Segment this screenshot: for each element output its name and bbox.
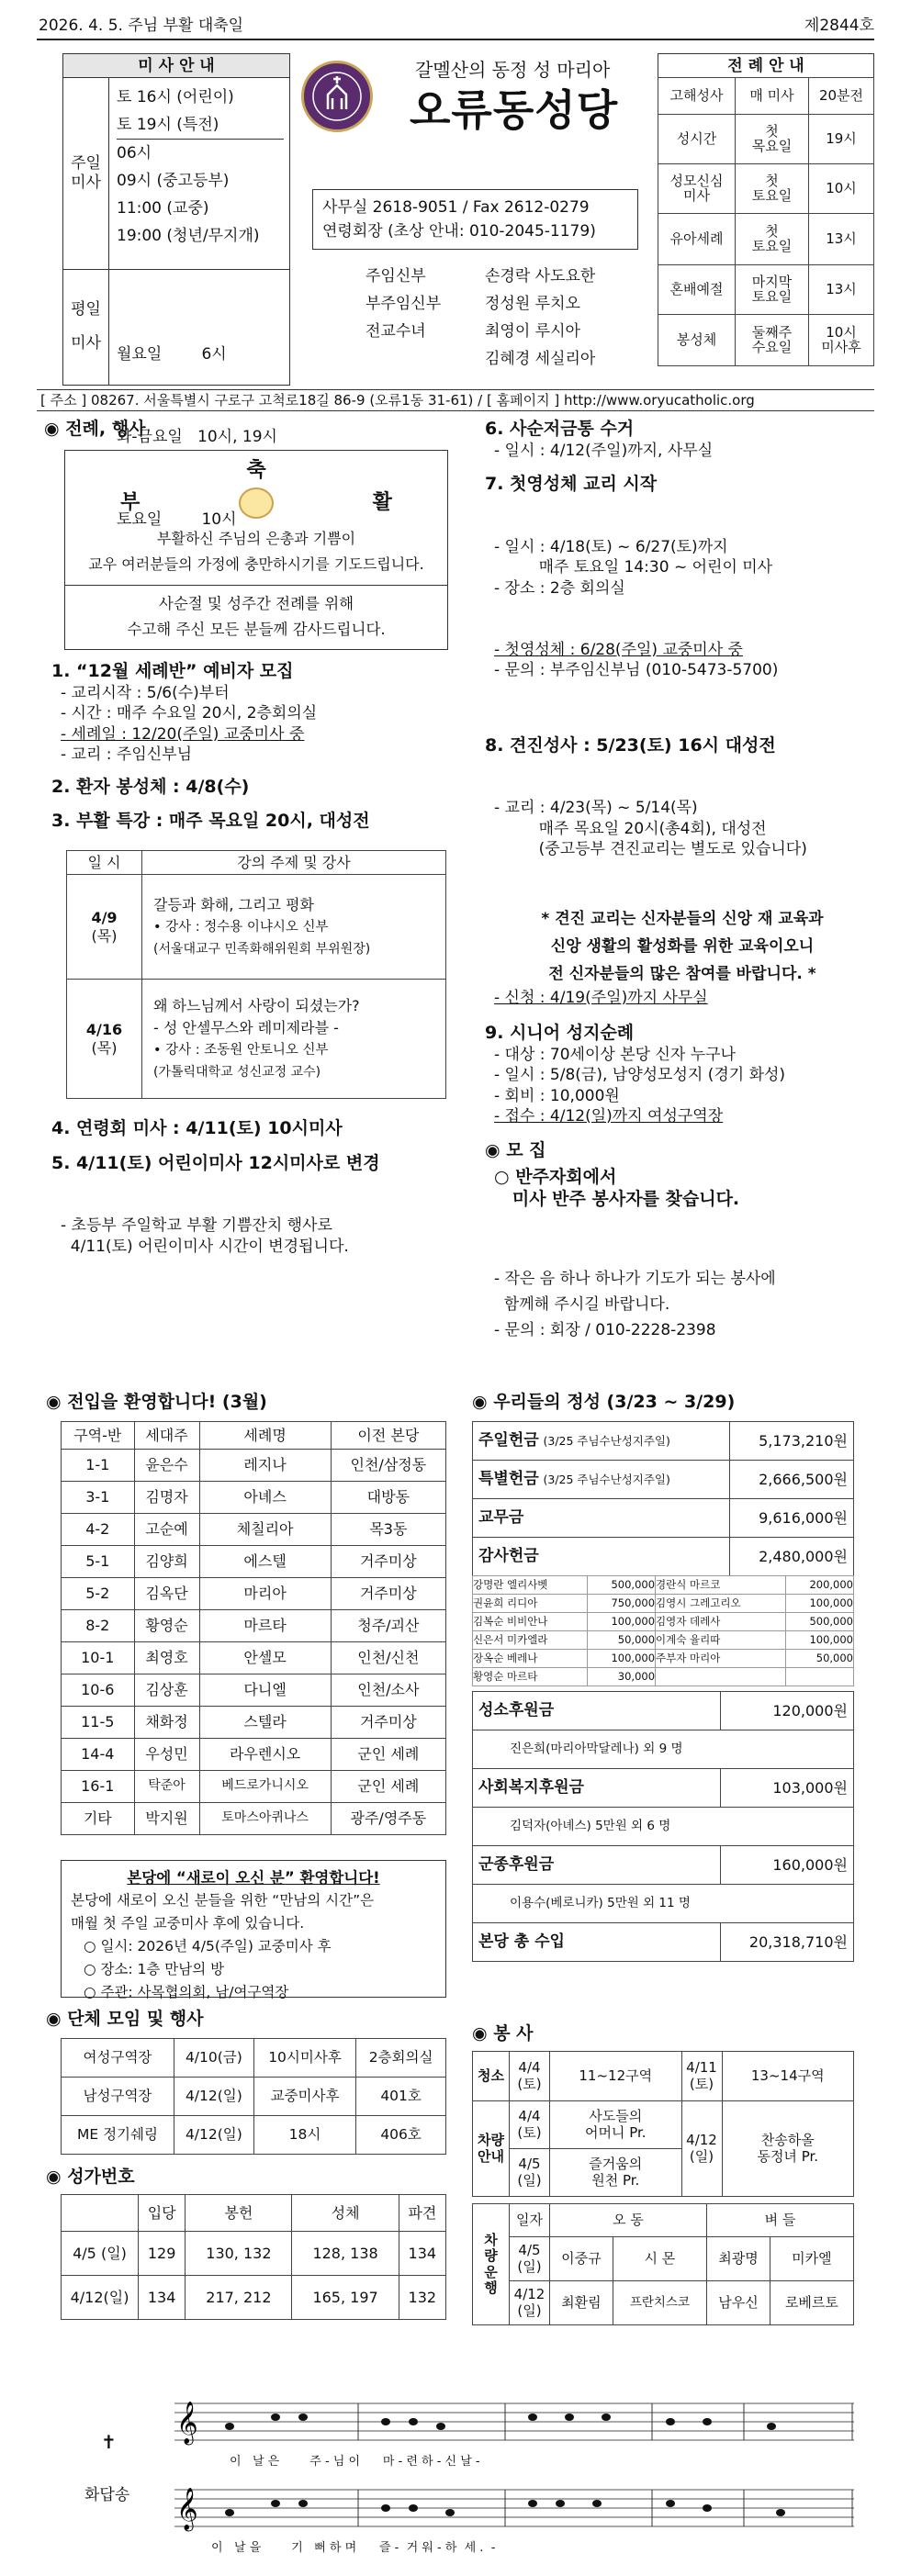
right-items: 6. 사순저금통 수거 - 일시 : 4/12(주일)까지, 사무실 7. 첫영성체 교리 시작 - 일시 : 4/18(토) ~ 6/27(토)까지 매주 토요일 14:30 ~ 어린이 미사 - 장소 : 2층 회의실 - 첫영성체 : 6/28(주일) 교중미사 중 - 문의 : 부주임신부님 (010-5473-5700) 8. 견진성사 : 5/23(토) 16시 대성전 - 교리 : 4/23(목) ~ 5/14(목) 매주 목요일 20시(총4회), 대성전 (중고등부 견진교리는 별도로 있습니다) * 견진 교리는 신자분들의 신앙 재 교육과 신앙 생활의 활성화를 위한 교육이오니 전 신자분들의 많은 참여를 바랍니다. * - 신청 : 4/19(주일)까지 사무실 9. 시니어 성지순례 - 대상 : 70세이상 본당 신자 누구나 - 일시 : 5/8(금), 남양성모성지 (경기 화성) - 회비 : 10,000원 - 접수 : 4/12(일)까지 여성구역장 ◉ 모 집 ○ 반주자회에서 미사 반주 봉사자를 찾습니다. - 작은 음 하나 하나가 기도가 되는 봉사에 함께해 주시길 바랍니다. - 문의 : 회장 / 010-2228-2398	[485, 419, 824, 1339]
sunday-times: 토 16시 (어린이) 토 19시 (특전) 06시 09시 (중고등부) 11:00 (교중) 19:00 (청년/무지개)	[117, 84, 284, 250]
easter-greeting: 축 부 활 부활하신 주님의 은총과 기쁨이 교우 여러분들의 가정에 충만하시기를 기도드립니다. 사순절 및 성주간 전례를 위해 수고해 주신 모든 분들께 감사드립니다.	[64, 450, 448, 650]
psalm-lyric-2: 이 날 을 기 뻐 하 며 즐 - 거 워 - 하 세 . -	[211, 2541, 496, 2555]
hymn-table: 입당 봉헌 성체 파견 4/5 (일) 129 130, 132 128, 138 134 4/12(일) 134 217, 212 165, 197 132	[61, 2194, 446, 2320]
issue-number: 제2844호	[804, 17, 874, 35]
svg-text:𝄞: 𝄞	[176, 2488, 198, 2530]
liturgy-table: 고해성사 매 미사 20분전 성시간 첫 목요일 19시 성모신심 미사 첫 토요일 10시 유아세례 첫 토요일 13시 혼배예절 마지막 토요일 13시 봉성체 둘째주 수요일 10시 미사후	[658, 77, 874, 366]
sunday-label: 주일 미사	[63, 78, 109, 269]
welcome-title: ◉ 전입을 환영합니다! (3월)	[46, 1392, 267, 1412]
funeral-contact: 연령회장 (초상 안내: 010-2045-1179)	[322, 222, 596, 241]
groups-title: ◉ 단체 모임 및 행사	[46, 2009, 204, 2029]
psalm-staff-2	[174, 2481, 854, 2536]
driving-table: 차 량 운 행 일자 오 동 벼 들 4/5 (일) 이중규 시 몬 최광명 미카엘 4/12 (일) 최환림 프란치스코 남우신 로베르토	[472, 2203, 854, 2325]
service-table: 청소 4/4 (토) 11~12구역 4/11 (토) 13~14구역 차량 안내 4/4 (토) 사도들의 어머니 Pr. 4/12 (일) 찬송하올 동정녀 Pr. 4/5 (일) 즐거움의 원천 Pr.	[472, 2051, 854, 2197]
parish-logo	[301, 61, 373, 132]
welcome-notice: 본당에 “새로이 오신 분” 환영합니다! 본당에 새로이 오신 분들을 위한 “만남의 시간”은 매월 첫 주일 교중미사 후에 있습니다. ○ 일시: 2026년 4/5(주일) 교중미사 후 ○ 장소: 1층 만남의 방 ○ 주관: 사목협의회, 남/여구역장	[61, 1860, 446, 1998]
liturgy-title: 전 례 안 내	[658, 53, 874, 77]
section-liturgy: ◉ 전례, 행사	[44, 419, 146, 439]
welcome-table: 구역-반 세대주 세례명 이전 본당 1-1 윤은수 레지나 인천/삼정동 3-1 김명자 아녜스 대방동 4-2 고순예 체칠리아 목3동 5-1 김양희 에스텔 거주미상 5-2 김옥단 마리아 거주미상 8-2 황영순 마르타 청주/괴산 10-1 최영호 안셀모 인천/신천 10-6 김상훈 다니엘 인천/소사 11-5 채화정 스텔라 거주미상 14-4 우성민 라우렌시오 군인 세례 16-1 탁준아 베드로가니시오 군인 세례 기타 박지원 토마스아퀴나스 광주/영주동	[61, 1421, 446, 1835]
mass-title: 미 사 안 내	[63, 54, 289, 78]
lecture-table: 일 시 강의 주제 및 강사 4/9 (목) 갈등과 화해, 그리고 평화 • 강사 : 정수용 이냐시오 신부 (서울대교구 민족화해위원회 부위원장) 4/16 (목) 왜 하느님께서 사랑이 되셨는가? - 성 안셀무스와 레미제라블 - • 강사 : 조동원 안토니오 신부 (가톨릭대학교 성신교정 교수)	[66, 850, 446, 1099]
support-funds: 성소후원금 120,000원 진은희(마리아막달레나) 외 9 명 사회복지후원금 103,000원 김덕자(아녜스) 5만원 외 6 명 군종후원금 160,000원 이용수(베로니카) 5만원 외 11 명 본당 총 수입 20,318,710원	[472, 1691, 854, 1962]
bulletin-date: 2026. 4. 5. 주님 부활 대축일	[39, 17, 244, 35]
cross-icon: ✝	[101, 2431, 117, 2453]
office-phone: 사무실 2618-9051 / Fax 2612-0279	[322, 198, 590, 217]
psalm-lyric-1: 이 날 은 주 - 님 이 마 - 련 하 - 신 날 -	[230, 2455, 480, 2469]
weekday-times: 월요일 6시 화-금요일 10시, 19시 토요일 10시	[117, 345, 277, 529]
offering-title: ◉ 우리들의 정성 (3/23 ~ 3/29)	[472, 1392, 736, 1412]
psalm-label: 화답송	[84, 2486, 130, 2504]
parish-subtitle: 갈멜산의 동정 성 마리아	[415, 59, 611, 81]
hymn-title: ◉ 성가번호	[46, 2167, 135, 2187]
groups-table: 여성구역장 4/10(금) 10시미사후 2층회의실 남성구역장 4/12(일) 교중미사후 401호 ME 정기쉐링 4/12(일) 18시 406호	[61, 2038, 446, 2155]
offering-table: 주일헌금 (3/25 주님수난성지주일) 5,173,210원 특별헌금 (3/25 주님수난성지주일) 2,666,500원 교무금 9,616,000원 감사헌금 2,480,000원	[472, 1421, 854, 1576]
staff-list: 주임신부 손경락 사도요한 부주임신부 정성원 루치오 전교수녀 최영이 루시아 김혜경 세실리아	[366, 267, 596, 368]
left-items-2: 4. 연령회 미사 : 4/11(토) 10시미사 5. 4/11(토) 어린이미사 12시미사로 변경 - 초등부 주일학교 부활 기쁨잔치 행사로 4/11(토) 어린이미사 시간이 변경됩니다.	[51, 1118, 380, 1256]
parish-name: 오류동성당	[410, 85, 619, 135]
thanks-table: 강명란 엘리사벳 500,000 경란식 마르코 200,000 권윤희 리디아 750,000 김영시 그레고리오 100,000 김복순 비비안나 100,000 김영자 데레사 500,000 신은서 미카엘라 50,000 이계숙 율리따 100,000 장옥순 베레나 100,000 주부자 마리아 50,000 황영순 마르타 30,000	[472, 1575, 854, 1686]
weekday-label: 평일 미사	[63, 269, 109, 385]
address-bar: [ 주소 ] 08267. 서울특별시 구로구 고척로18길 86-9 (오류1동 31-61) / [ 홈페이지 ] http://www.oryucatholic.org	[37, 389, 874, 411]
psalm-staff-1	[174, 2394, 854, 2449]
chick-icon	[239, 487, 274, 519]
service-title: ◉ 봉 사	[472, 2023, 534, 2044]
left-items: 1. “12월 세례반” 예비자 모집 - 교리시작 : 5/6(수)부터 - 시간 : 매주 수요일 20시, 2층회의실 - 세례일 : 12/20(주일) 교중미사 중 - 교리 : 주임신부님 2. 환자 봉성체 : 4/8(수) 3. 부활 특강 : 매주 목요일 20시, 대성전	[51, 661, 370, 832]
svg-text:𝄞: 𝄞	[176, 2402, 198, 2444]
contact-box	[312, 189, 638, 250]
